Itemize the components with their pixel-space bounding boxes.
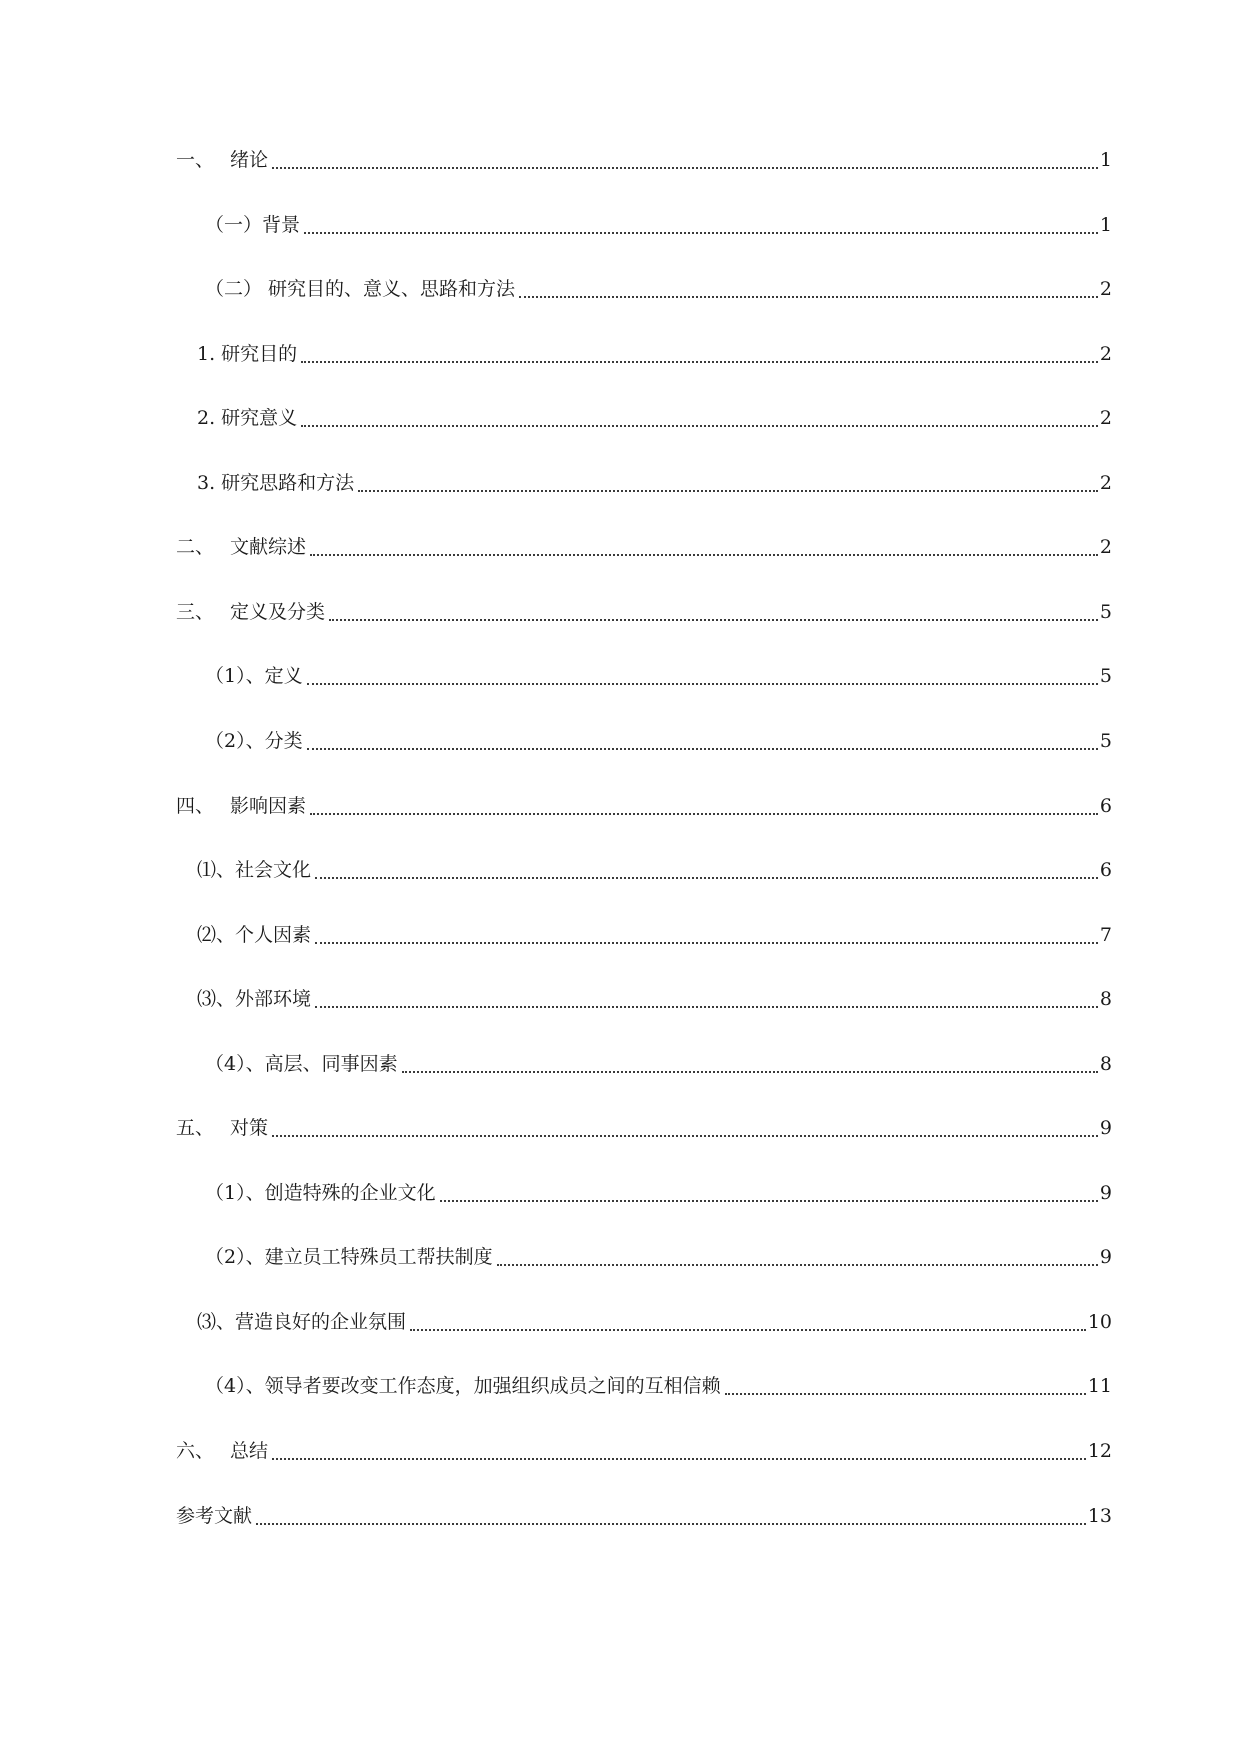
toc-entry-marker: 四、: [176, 795, 215, 817]
toc-entry-marker: 三、: [176, 601, 215, 623]
toc-entry-page-number: 2: [1099, 536, 1112, 558]
toc-entry-title: （1）、创造特殊的企业文化: [205, 1182, 436, 1204]
toc-entry-page-number: 7: [1099, 924, 1112, 946]
toc-entry-page-number: 6: [1099, 859, 1112, 881]
toc-entry-page-number: 2: [1099, 343, 1112, 365]
toc-entry[interactable]: [0, 1237, 1241, 1277]
dot-leader: [315, 942, 1098, 944]
dot-leader: [440, 1200, 1098, 1202]
toc-entry-page-number: 1: [1099, 149, 1112, 171]
toc-entry-title: （一）背景: [205, 214, 301, 236]
toc-entry-page-number: 6: [1099, 795, 1112, 817]
toc-entry-page-number: 8: [1099, 1053, 1112, 1075]
toc-entry[interactable]: [0, 850, 1241, 890]
dot-leader: [402, 1071, 1098, 1073]
toc-entry-title: 绪论: [230, 149, 269, 171]
toc-entry-title: 2. 研究意义: [197, 407, 298, 429]
toc-entry-page-number: 11: [1087, 1375, 1112, 1397]
toc-entry[interactable]: [0, 1496, 1241, 1536]
toc-entry[interactable]: [0, 463, 1241, 503]
dot-leader: [725, 1393, 1086, 1395]
dot-leader: [301, 361, 1098, 363]
toc-entry[interactable]: [0, 786, 1241, 826]
toc-entry-page-number: 9: [1099, 1246, 1112, 1268]
toc-entry-marker: 一、: [176, 149, 215, 171]
toc-entry[interactable]: [0, 205, 1241, 245]
toc-entry-page-number: 12: [1087, 1440, 1112, 1462]
dot-leader: [358, 490, 1098, 492]
dot-leader: [315, 877, 1098, 879]
toc-entry-title: 文献综述: [230, 536, 307, 558]
toc-entry[interactable]: [0, 592, 1241, 632]
dot-leader: [272, 167, 1098, 169]
toc-entry[interactable]: [0, 721, 1241, 761]
toc-entry-title: 总结: [230, 1440, 269, 1462]
toc-entry-title: （4）、高层、同事因素: [205, 1053, 398, 1075]
dot-leader: [310, 813, 1098, 815]
dot-leader: [410, 1329, 1086, 1331]
toc-entry[interactable]: [0, 1044, 1241, 1084]
toc-entry-page-number: 10: [1087, 1311, 1112, 1333]
toc-entry-marker: 五、: [176, 1117, 215, 1139]
toc-entry-page-number: 5: [1099, 730, 1112, 752]
toc-entry-page-number: 2: [1099, 472, 1112, 494]
toc-entry-title: ⑵、个人因素: [197, 924, 312, 946]
toc-entry[interactable]: [0, 269, 1241, 309]
toc-entry[interactable]: [0, 527, 1241, 567]
toc-entry[interactable]: [0, 398, 1241, 438]
toc-entry[interactable]: [0, 915, 1241, 955]
toc-entry[interactable]: [0, 1173, 1241, 1213]
dot-leader: [519, 296, 1098, 298]
toc-entry-page-number: 2: [1099, 407, 1112, 429]
toc-entry-title: ⑴、社会文化: [197, 859, 312, 881]
toc-entry[interactable]: [0, 1302, 1241, 1342]
toc-entry-marker: 六、: [176, 1440, 215, 1462]
toc-entry-title: 1. 研究目的: [197, 343, 298, 365]
toc-entry[interactable]: [0, 1366, 1241, 1406]
toc-entry-title: （2）、分类: [205, 730, 303, 752]
dot-leader: [497, 1264, 1098, 1266]
dot-leader: [307, 748, 1098, 750]
dot-leader: [329, 619, 1098, 621]
toc-entry[interactable]: [0, 656, 1241, 696]
toc-entry-title: 影响因素: [230, 795, 307, 817]
toc-entry-page-number: 13: [1087, 1505, 1112, 1527]
toc-entry-title: （2）、建立员工特殊员工帮扶制度: [205, 1246, 493, 1268]
toc-entry-title: ⑶、外部环境: [197, 988, 312, 1010]
toc-entry-title: 3. 研究思路和方法: [197, 472, 355, 494]
toc-entry-title: （二） 研究目的、意义、思路和方法: [205, 278, 516, 300]
toc-entry[interactable]: [0, 140, 1241, 180]
toc-entry-title: 定义及分类: [230, 601, 326, 623]
toc-entry-marker: 二、: [176, 536, 215, 558]
toc-entry-title: ⑶、营造良好的企业氛围: [197, 1311, 407, 1333]
toc-entry-title: 参考文献: [176, 1505, 253, 1527]
toc-entry-page-number: 1: [1099, 214, 1112, 236]
toc-entry-title: （4）、领导者要改变工作态度，加强组织成员之间的互相信赖: [205, 1375, 721, 1397]
dot-leader: [272, 1458, 1086, 1460]
toc-entry-page-number: 9: [1099, 1117, 1112, 1139]
toc-entry[interactable]: [0, 979, 1241, 1019]
toc-entry-page-number: 8: [1099, 988, 1112, 1010]
toc-entry-page-number: 2: [1099, 278, 1112, 300]
toc-entry-page-number: 5: [1099, 601, 1112, 623]
dot-leader: [301, 425, 1098, 427]
dot-leader: [310, 554, 1098, 556]
toc-entry-title: （1）、定义: [205, 665, 303, 687]
toc-entry-title: 对策: [230, 1117, 269, 1139]
dot-leader: [272, 1135, 1098, 1137]
toc-entry-page-number: 9: [1099, 1182, 1112, 1204]
toc-entry[interactable]: [0, 1431, 1241, 1471]
dot-leader: [304, 232, 1098, 234]
toc-entry-page-number: 5: [1099, 665, 1112, 687]
dot-leader: [307, 683, 1098, 685]
dot-leader: [256, 1523, 1086, 1525]
toc-entry[interactable]: [0, 1108, 1241, 1148]
dot-leader: [315, 1006, 1098, 1008]
toc-entry[interactable]: [0, 334, 1241, 374]
